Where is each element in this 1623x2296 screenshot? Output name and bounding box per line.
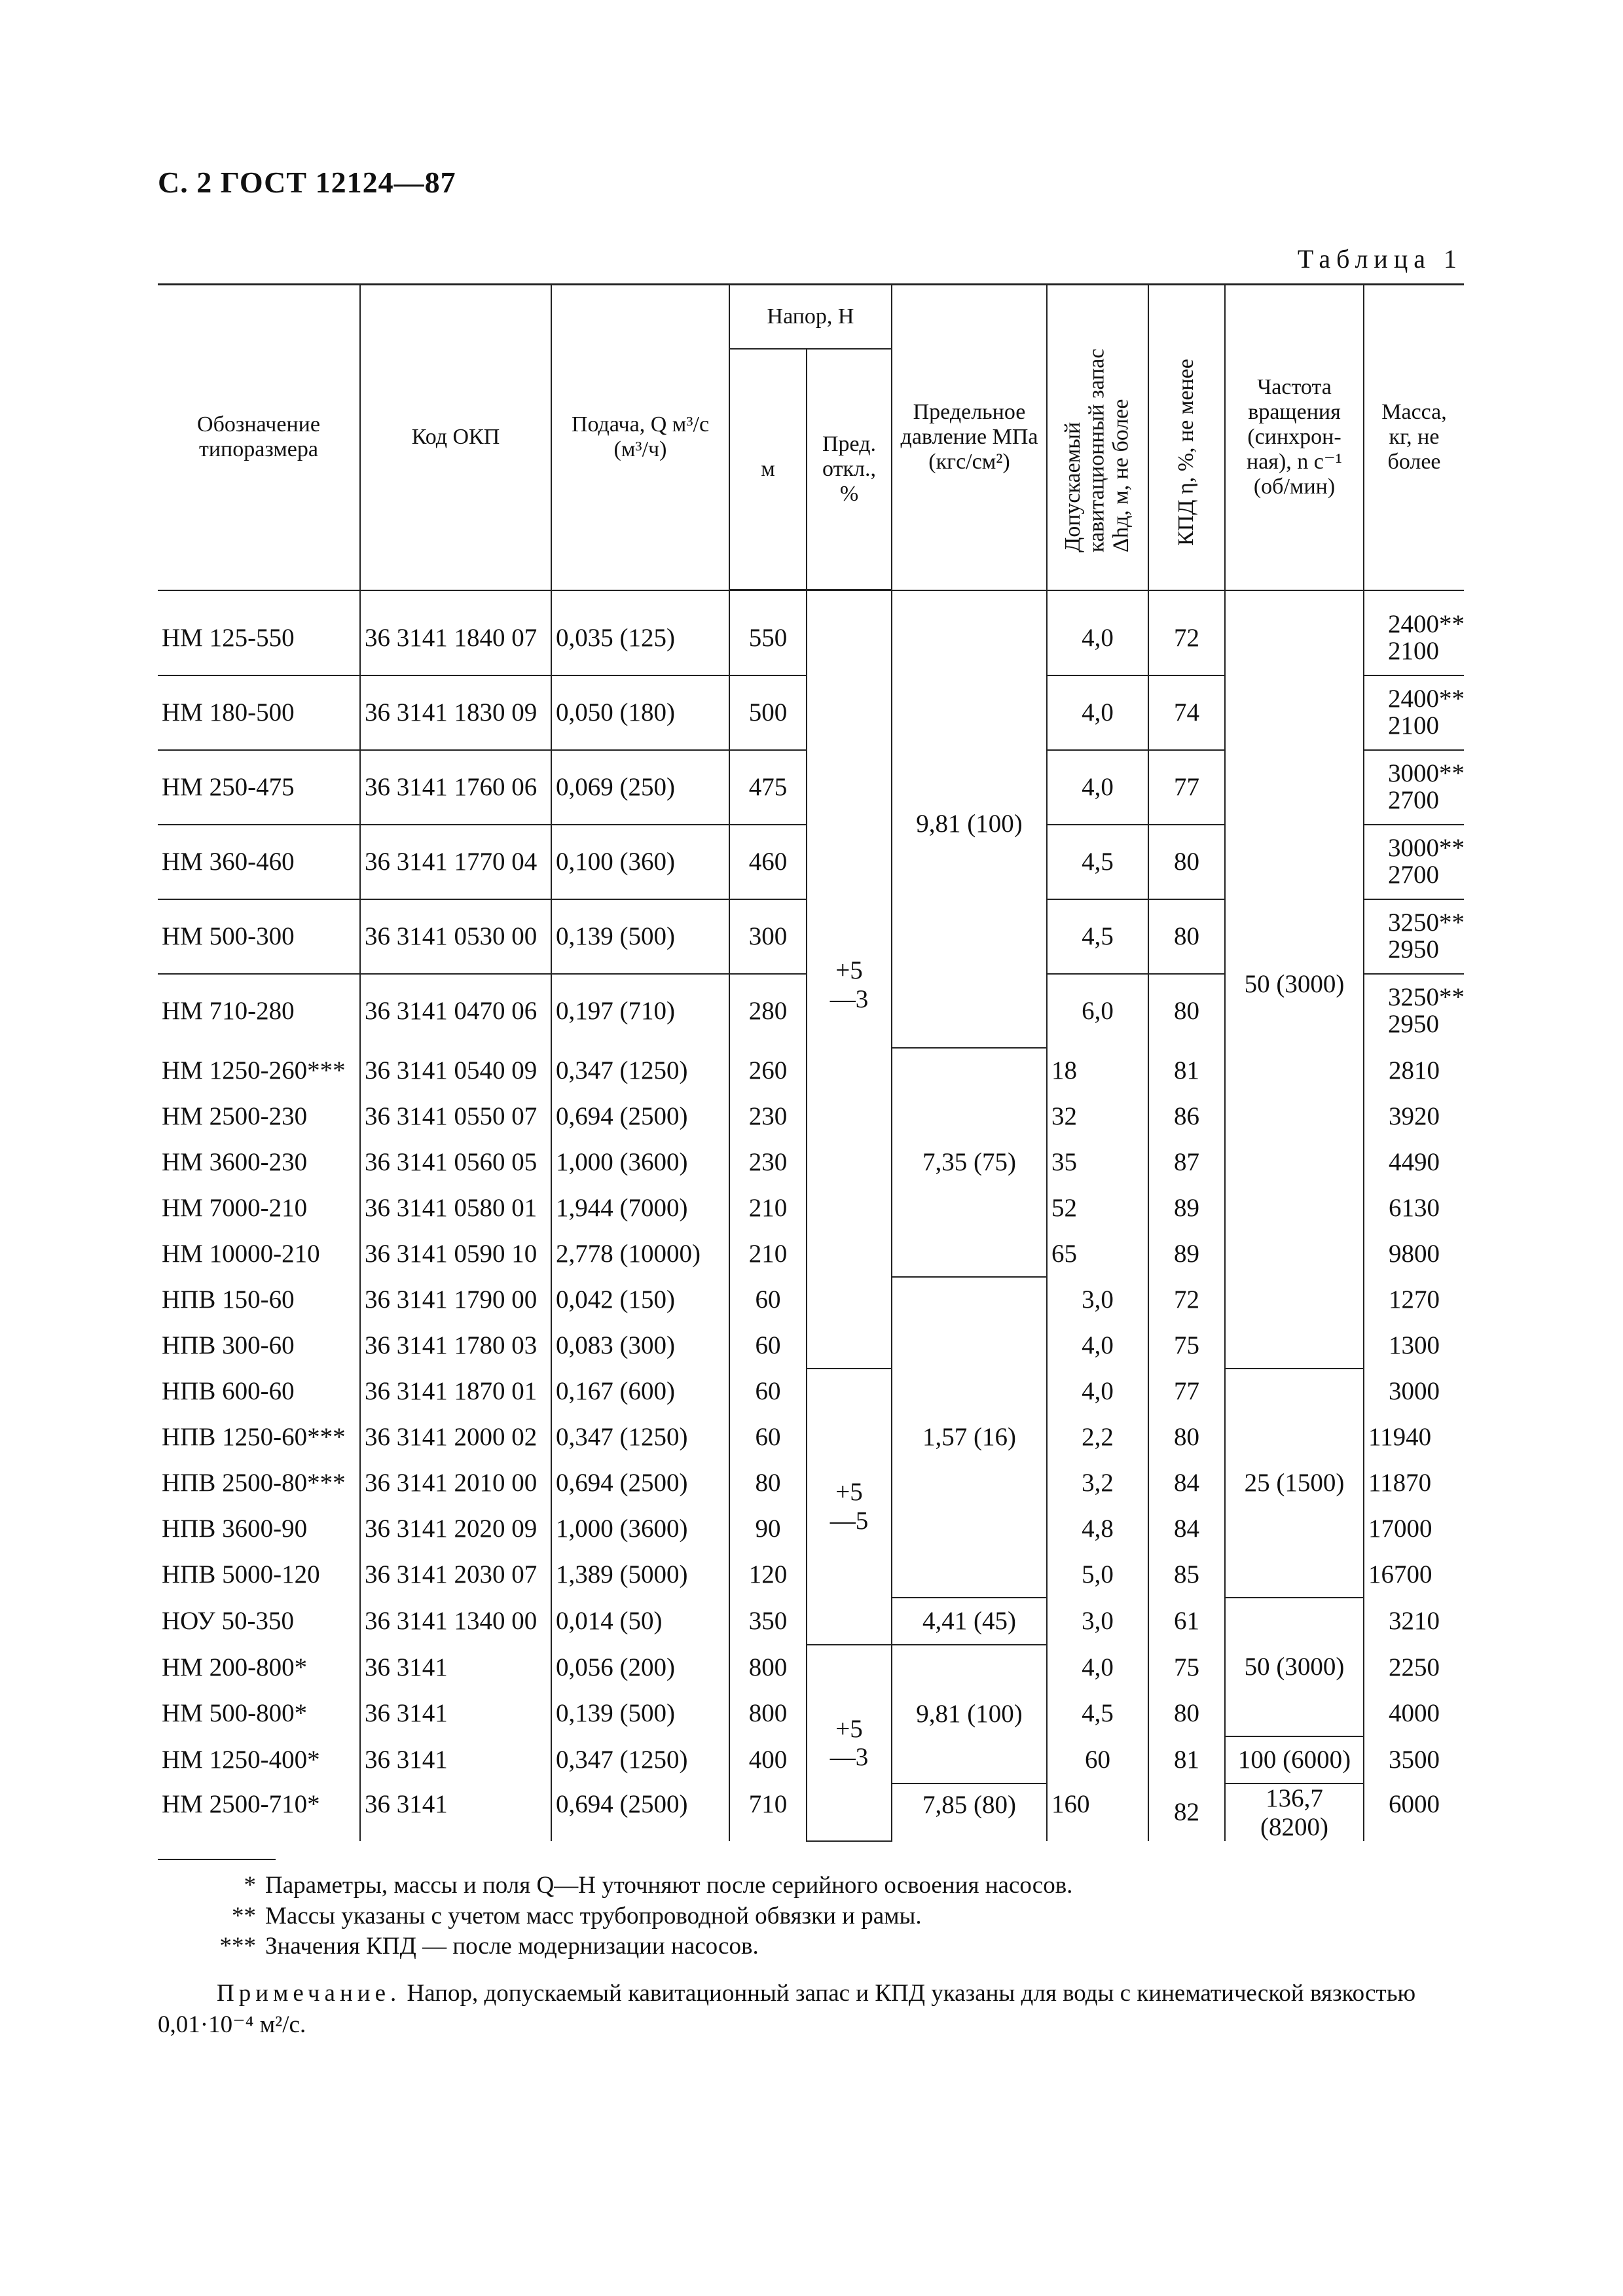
header-mass: Масса, кг, не более <box>1364 285 1464 590</box>
flow-cell: 0,035 (125) <box>551 590 729 676</box>
efficiency-cell: 75 <box>1148 1645 1225 1691</box>
efficiency-cell: 75 <box>1148 1323 1225 1369</box>
okp-code-cell: 36 3141 0560 05 <box>360 1139 551 1185</box>
npsh-cell: 65 <box>1047 1231 1148 1277</box>
mass-cell <box>1364 899 1464 974</box>
okp-code-cell: 36 3141 2010 00 <box>360 1460 551 1506</box>
designation-cell: НМ 2500-710* <box>158 1784 360 1841</box>
npsh-cell: 4,5 <box>1047 1691 1148 1736</box>
footnote-text: Параметры, массы и поля Q—H уточняют после серийного освоения насосов. <box>265 1872 1073 1899</box>
npsh-cell: 4,0 <box>1047 750 1148 825</box>
okp-code-cell: 36 3141 1830 09 <box>360 675 551 750</box>
tolerance-minus: —3 <box>830 984 869 1013</box>
okp-code-cell: 36 3141 1790 00 <box>360 1277 551 1323</box>
efficiency-cell: 80 <box>1148 825 1225 899</box>
head-tolerance-cell <box>807 1369 892 1645</box>
mass-cell: 1300 <box>1364 1323 1464 1369</box>
mass-cell: 3920 <box>1364 1094 1464 1139</box>
efficiency-cell: 84 <box>1148 1460 1225 1506</box>
head-cell: 800 <box>729 1691 807 1736</box>
npsh-cell: 160 <box>1047 1784 1148 1841</box>
header-okp: Код ОКП <box>360 285 551 590</box>
okp-code-cell: 36 3141 1780 03 <box>360 1323 551 1369</box>
header-pressure: Предельное давление МПа (кгс/см²) <box>892 285 1047 590</box>
mass-cell: 9800 <box>1364 1231 1464 1277</box>
header-speed: Частота вращения (синхрон-ная), n с⁻¹ (об/мин) <box>1225 285 1364 590</box>
designation-cell: НМ 500-300 <box>158 899 360 974</box>
okp-code-cell: 36 3141 2020 09 <box>360 1506 551 1552</box>
mass-cell: 4000 <box>1364 1691 1464 1736</box>
footnote-mark: *** <box>219 1933 256 1960</box>
designation-cell: НМ 200-800* <box>158 1645 360 1691</box>
okp-code-cell: 36 3141 <box>360 1784 551 1841</box>
mass-value: 2700 <box>1388 861 1440 889</box>
pressure-cell: 1,57 (16) <box>892 1277 1047 1598</box>
okp-code-cell: 36 3141 0470 06 <box>360 974 551 1048</box>
mass-cell <box>1364 825 1464 899</box>
designation-cell: НОУ 50-350 <box>158 1598 360 1645</box>
head-cell: 60 <box>729 1414 807 1460</box>
okp-code-cell: 36 3141 1840 07 <box>360 590 551 676</box>
footnote-rule <box>158 1859 276 1860</box>
mass-with-frame: 3250** <box>1388 908 1465 937</box>
flow-cell: 0,694 (2500) <box>551 1784 729 1841</box>
footnote-text: Массы указаны с учетом масс трубопроводной обвязки и рамы. <box>265 1902 922 1929</box>
note <box>158 1978 1464 2041</box>
npsh-cell: 18 <box>1047 1048 1148 1094</box>
footnote-mark: * <box>244 1872 256 1899</box>
npsh-cell: 4,0 <box>1047 1645 1148 1691</box>
flow-cell: 0,139 (500) <box>551 899 729 974</box>
footnote-text: Значения КПД — после модернизации насосов. <box>265 1933 759 1960</box>
efficiency-cell: 81 <box>1148 1048 1225 1094</box>
flow-cell: 0,083 (300) <box>551 1323 729 1369</box>
flow-cell: 0,197 (710) <box>551 974 729 1048</box>
speed-cell: 100 (6000) <box>1225 1736 1364 1784</box>
flow-cell: 1,000 (3600) <box>551 1139 729 1185</box>
speed-value: 136,7 <box>1266 1784 1323 1812</box>
head-cell: 475 <box>729 750 807 825</box>
tolerance-plus: +5 <box>835 1714 863 1743</box>
header-npsh-text: Допускаемый кавитационный запас Δhд, м, не более <box>1061 348 1133 552</box>
table-row <box>158 1369 1464 1414</box>
table-caption: Таблица 1 <box>1297 244 1463 274</box>
mass-cell: 2810 <box>1364 1048 1464 1094</box>
head-cell: 300 <box>729 899 807 974</box>
flow-cell: 1,000 (3600) <box>551 1506 729 1552</box>
okp-code-cell: 36 3141 0530 00 <box>360 899 551 974</box>
header-head-group: Напор, H <box>729 285 892 350</box>
mass-cell: 3000 <box>1364 1369 1464 1414</box>
npsh-cell: 52 <box>1047 1185 1148 1231</box>
pressure-cell: 9,81 (100) <box>892 590 1047 1049</box>
designation-cell: НМ 1250-260*** <box>158 1048 360 1094</box>
efficiency-cell: 72 <box>1148 1277 1225 1323</box>
efficiency-cell: 89 <box>1148 1231 1225 1277</box>
head-cell: 60 <box>729 1277 807 1323</box>
mass-cell: 3500 <box>1364 1736 1464 1784</box>
mass-cell: 6000 <box>1364 1784 1464 1841</box>
speed-cell: 25 (1500) <box>1225 1369 1364 1598</box>
speed-rpm: (8200) <box>1260 1812 1328 1841</box>
mass-cell: 1270 <box>1364 1277 1464 1323</box>
mass-value: 2950 <box>1388 935 1440 963</box>
mass-cell: 6130 <box>1364 1185 1464 1231</box>
npsh-cell: 60 <box>1047 1736 1148 1784</box>
pressure-cell: 9,81 (100) <box>892 1645 1047 1784</box>
okp-code-cell: 36 3141 1870 01 <box>360 1369 551 1414</box>
mass-cell: 11870 <box>1364 1460 1464 1506</box>
mass-cell: 3210 <box>1364 1598 1464 1645</box>
designation-cell: НМ 7000-210 <box>158 1185 360 1231</box>
head-cell: 710 <box>729 1784 807 1841</box>
mass-cell: 11940 <box>1364 1414 1464 1460</box>
npsh-cell: 4,0 <box>1047 590 1148 676</box>
mass-with-frame: 3000** <box>1388 759 1465 788</box>
designation-cell: НПВ 300-60 <box>158 1323 360 1369</box>
flow-cell: 0,167 (600) <box>551 1369 729 1414</box>
designation-cell: НМ 10000-210 <box>158 1231 360 1277</box>
flow-cell: 0,056 (200) <box>551 1645 729 1691</box>
flow-cell: 0,100 (360) <box>551 825 729 899</box>
mass-value: 2700 <box>1388 786 1440 814</box>
head-tolerance-cell <box>807 1645 892 1841</box>
note-label: Примечание. <box>217 1980 401 2007</box>
pressure-cell: 4,41 (45) <box>892 1598 1047 1645</box>
flow-cell: 0,694 (2500) <box>551 1094 729 1139</box>
mass-with-frame: 2400** <box>1388 609 1465 638</box>
footnotes <box>158 1871 1467 1962</box>
designation-cell: НПВ 2500-80*** <box>158 1460 360 1506</box>
head-tolerance-cell <box>807 590 892 1369</box>
head-cell: 400 <box>729 1736 807 1784</box>
okp-code-cell: 36 3141 1340 00 <box>360 1598 551 1645</box>
speed-cell: 50 (3000) <box>1225 590 1364 1369</box>
npsh-cell: 2,2 <box>1047 1414 1148 1460</box>
head-cell: 280 <box>729 974 807 1048</box>
designation-cell: НМ 125-550 <box>158 590 360 676</box>
flow-cell: 0,694 (2500) <box>551 1460 729 1506</box>
flow-cell: 1,944 (7000) <box>551 1185 729 1231</box>
head-cell: 60 <box>729 1323 807 1369</box>
okp-code-cell: 36 3141 <box>360 1645 551 1691</box>
pump-parameters-table <box>158 283 1464 1842</box>
header-efficiency-text: КПД η, %, не менее <box>1174 358 1199 546</box>
designation-cell: НМ 500-800* <box>158 1691 360 1736</box>
designation-cell: НМ 3600-230 <box>158 1139 360 1185</box>
head-cell: 210 <box>729 1231 807 1277</box>
speed-cell: 50 (3000) <box>1225 1598 1364 1736</box>
okp-code-cell: 36 3141 1760 06 <box>360 750 551 825</box>
okp-code-cell: 36 3141 0550 07 <box>360 1094 551 1139</box>
mass-value: 2100 <box>1388 711 1440 740</box>
mass-cell: 2250 <box>1364 1645 1464 1691</box>
designation-cell: НПВ 600-60 <box>158 1369 360 1414</box>
head-cell: 90 <box>729 1506 807 1552</box>
efficiency-cell: 80 <box>1148 899 1225 974</box>
npsh-cell: 6,0 <box>1047 974 1148 1048</box>
flow-cell: 0,014 (50) <box>551 1598 729 1645</box>
head-cell: 230 <box>729 1094 807 1139</box>
flow-cell: 0,139 (500) <box>551 1691 729 1736</box>
head-cell: 350 <box>729 1598 807 1645</box>
okp-code-cell: 36 3141 1770 04 <box>360 825 551 899</box>
efficiency-cell: 72 <box>1148 590 1225 676</box>
designation-cell: НПВ 1250-60*** <box>158 1414 360 1460</box>
header-head-tolerance: Пред. откл., % <box>807 349 892 590</box>
head-cell: 800 <box>729 1645 807 1691</box>
designation-cell: НПВ 150-60 <box>158 1277 360 1323</box>
designation-cell: НПВ 5000-120 <box>158 1552 360 1598</box>
mass-cell <box>1364 590 1464 676</box>
designation-cell: НМ 1250-400* <box>158 1736 360 1784</box>
flow-cell: 0,069 (250) <box>551 750 729 825</box>
mass-value: 2100 <box>1388 636 1440 665</box>
designation-cell: НМ 2500-230 <box>158 1094 360 1139</box>
speed-cell <box>1225 1784 1364 1841</box>
header-designation: Обозначение типоразмера <box>158 285 360 590</box>
tolerance-plus: +5 <box>835 956 863 984</box>
npsh-cell: 4,0 <box>1047 1323 1148 1369</box>
head-cell: 550 <box>729 590 807 676</box>
head-cell: 230 <box>729 1139 807 1185</box>
mass-cell <box>1364 750 1464 825</box>
head-cell: 460 <box>729 825 807 899</box>
designation-cell: НМ 250-475 <box>158 750 360 825</box>
flow-cell: 0,347 (1250) <box>551 1736 729 1784</box>
head-cell: 60 <box>729 1369 807 1414</box>
npsh-cell: 3,0 <box>1047 1277 1148 1323</box>
note-text: Напор, допускаемый кавитационный запас и КПД указаны для воды с кинематической вязкостью 0,01·10⁻⁴ м²/с. <box>158 1980 1416 2039</box>
mass-cell <box>1364 675 1464 750</box>
head-cell: 210 <box>729 1185 807 1231</box>
flow-cell: 0,347 (1250) <box>551 1414 729 1460</box>
designation-cell: НМ 360-460 <box>158 825 360 899</box>
mass-cell: 16700 <box>1364 1552 1464 1598</box>
okp-code-cell: 36 3141 0540 09 <box>360 1048 551 1094</box>
npsh-cell: 5,0 <box>1047 1552 1148 1598</box>
okp-code-cell: 36 3141 2030 07 <box>360 1552 551 1598</box>
flow-cell: 0,050 (180) <box>551 675 729 750</box>
mass-with-frame: 2400** <box>1388 685 1465 713</box>
okp-code-cell: 36 3141 0590 10 <box>360 1231 551 1277</box>
tolerance-minus: —3 <box>830 1743 869 1772</box>
flow-cell: 0,042 (150) <box>551 1277 729 1323</box>
header-npsh <box>1047 285 1148 590</box>
table-body <box>158 590 1464 1842</box>
okp-code-cell: 36 3141 0580 01 <box>360 1185 551 1231</box>
tolerance-minus: —5 <box>830 1507 869 1535</box>
mass-with-frame: 3250** <box>1388 983 1465 1012</box>
head-cell: 80 <box>729 1460 807 1506</box>
designation-cell: НПВ 3600-90 <box>158 1506 360 1552</box>
npsh-cell: 32 <box>1047 1094 1148 1139</box>
efficiency-cell: 80 <box>1148 1414 1225 1460</box>
head-cell: 260 <box>729 1048 807 1094</box>
npsh-cell: 35 <box>1047 1139 1148 1185</box>
npsh-cell: 4,5 <box>1047 825 1148 899</box>
footnote-1 <box>158 1871 1467 1901</box>
okp-code-cell: 36 3141 2000 02 <box>360 1414 551 1460</box>
efficiency-cell: 80 <box>1148 974 1225 1048</box>
header-flow: Подача, Q м³/с (м³/ч) <box>551 285 729 590</box>
efficiency-cell: 87 <box>1148 1139 1225 1185</box>
tolerance-plus: +5 <box>835 1478 863 1507</box>
npsh-cell: 4,5 <box>1047 899 1148 974</box>
mass-cell <box>1364 974 1464 1048</box>
npsh-cell: 3,0 <box>1047 1598 1148 1645</box>
mass-value: 2950 <box>1388 1010 1440 1038</box>
efficiency-cell: 86 <box>1148 1094 1225 1139</box>
table-row <box>158 590 1464 676</box>
efficiency-cell: 85 <box>1148 1552 1225 1598</box>
efficiency-cell: 77 <box>1148 1369 1225 1414</box>
flow-cell: 0,347 (1250) <box>551 1048 729 1094</box>
flow-cell: 2,778 (10000) <box>551 1231 729 1277</box>
mass-cell: 17000 <box>1364 1506 1464 1552</box>
flow-cell: 1,389 (5000) <box>551 1552 729 1598</box>
designation-cell: НМ 180-500 <box>158 675 360 750</box>
designation-cell: НМ 710-280 <box>158 974 360 1048</box>
efficiency-cell: 89 <box>1148 1185 1225 1231</box>
page-header: С. 2 ГОСТ 12124—87 <box>158 166 456 199</box>
footnote-3 <box>158 1931 1467 1962</box>
efficiency-cell: 80 <box>1148 1691 1225 1736</box>
pressure-cell: 7,35 (75) <box>892 1048 1047 1277</box>
efficiency-cell: 82 <box>1148 1784 1225 1841</box>
pressure-cell: 7,85 (80) <box>892 1784 1047 1841</box>
okp-code-cell: 36 3141 <box>360 1691 551 1736</box>
npsh-cell: 3,2 <box>1047 1460 1148 1506</box>
footnote-2 <box>158 1901 1467 1932</box>
npsh-cell: 4,0 <box>1047 675 1148 750</box>
mass-with-frame: 3000** <box>1388 834 1465 863</box>
footnote-mark: ** <box>232 1902 256 1929</box>
mass-cell: 4490 <box>1364 1139 1464 1185</box>
npsh-cell: 4,0 <box>1047 1369 1148 1414</box>
header-head-m: м <box>729 349 807 590</box>
efficiency-cell: 77 <box>1148 750 1225 825</box>
okp-code-cell: 36 3141 <box>360 1736 551 1784</box>
head-cell: 120 <box>729 1552 807 1598</box>
head-cell: 500 <box>729 675 807 750</box>
efficiency-cell: 61 <box>1148 1598 1225 1645</box>
efficiency-cell: 84 <box>1148 1506 1225 1552</box>
efficiency-cell: 81 <box>1148 1736 1225 1784</box>
header-efficiency <box>1148 285 1225 590</box>
npsh-cell: 4,8 <box>1047 1506 1148 1552</box>
efficiency-cell: 74 <box>1148 675 1225 750</box>
